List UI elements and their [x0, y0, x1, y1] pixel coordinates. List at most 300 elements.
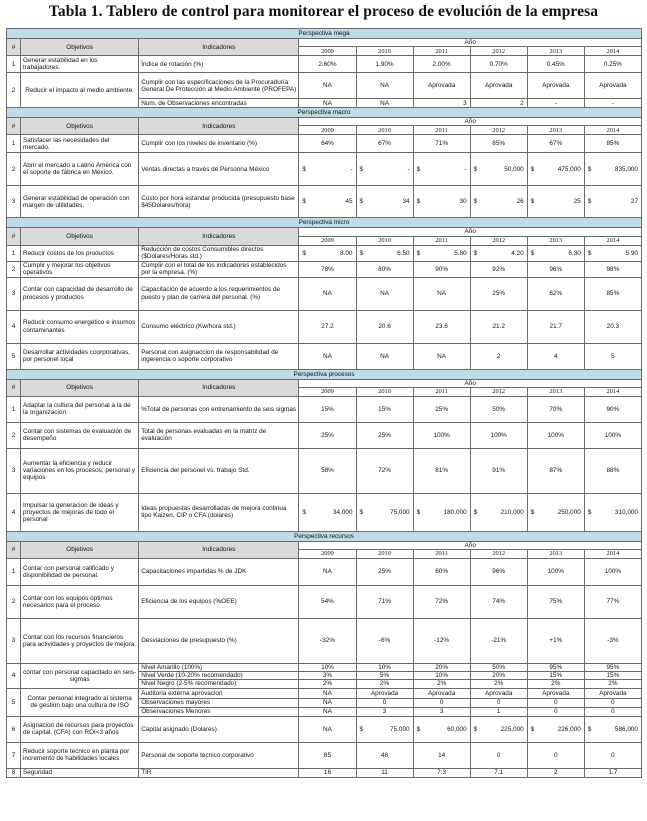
- year-2010: 2010: [356, 387, 413, 396]
- value-cell: 96%: [470, 559, 527, 586]
- value-amount: -: [464, 165, 467, 173]
- header-number: #: [7, 118, 21, 135]
- value-cell: 1.7: [584, 768, 641, 777]
- currency-symbol: $: [587, 165, 592, 173]
- indicator-cell: Cumplir con el total de los indicadores establecidos por la empresa. (%): [139, 261, 299, 277]
- section-title: Perspectiva recursos: [7, 531, 642, 541]
- table-row: [7, 73, 642, 99]
- section-header-row: [7, 531, 642, 541]
- table-row: [7, 153, 642, 186]
- value-cell: 100%: [584, 422, 641, 448]
- section-header-row: [7, 29, 642, 39]
- value-cell: Aprovada: [413, 688, 470, 698]
- value-cell: 92%: [470, 261, 527, 277]
- control-dashboard-table: [6, 28, 642, 816]
- value-cell: 15%: [299, 396, 356, 422]
- value-cell: Aprovada: [470, 688, 527, 698]
- value-amount: 45: [345, 198, 353, 206]
- value-cell: 58%: [299, 448, 356, 493]
- year-2010: 2010: [356, 126, 413, 135]
- currency-symbol: $: [473, 165, 478, 173]
- header-objetivos: Objetivos: [21, 228, 139, 245]
- value-cell: [527, 186, 584, 218]
- value-cell: 54%: [299, 586, 356, 619]
- year-2010: 2010: [356, 550, 413, 559]
- value-cell: NA: [299, 688, 356, 698]
- value-cell: 0.45%: [527, 56, 584, 73]
- indicator-cell: Capacitación de acuerdo a los requerimientos de puesto y plan de carrera del personal. (%): [139, 277, 299, 310]
- indicator-cell: Personal de soporte técnico corporativo: [139, 742, 299, 768]
- value-cell: [470, 186, 527, 218]
- value-cell: Aprovada: [356, 688, 413, 698]
- objective-cell: Cumplir y mejorar los objetivos operativos: [21, 261, 139, 277]
- value-cell: -12%: [413, 619, 470, 664]
- value-cell: 7.3: [413, 768, 470, 777]
- year-2011: 2011: [413, 47, 470, 56]
- row-number: 6: [7, 716, 21, 742]
- value-amount: 310,000: [614, 508, 638, 516]
- row-number: 7: [7, 742, 21, 768]
- value-cell: -: [527, 99, 584, 108]
- value-cell: 15%: [527, 672, 584, 680]
- row-number: 1: [7, 396, 21, 422]
- year-2013: 2013: [527, 387, 584, 396]
- column-header-row: [7, 39, 642, 47]
- value-amount: 586,000: [614, 725, 638, 733]
- row-number: 5: [7, 688, 21, 716]
- header-objetivos: Objetivos: [21, 541, 139, 558]
- objective-cell: Contar con sistemas de evaluación de desempeño: [21, 422, 139, 448]
- objective-cell: Contar con personal calificado y disponibilidad de personal.: [21, 559, 139, 586]
- header-number: #: [7, 379, 21, 396]
- value-cell: Aprovada: [470, 73, 527, 99]
- currency-symbol: $: [359, 508, 364, 516]
- value-cell: 87%: [527, 448, 584, 493]
- row-number: 3: [7, 448, 21, 493]
- value-cell: 2: [470, 343, 527, 369]
- value-cell: 50%: [470, 664, 527, 672]
- value-cell: 85%: [470, 135, 527, 153]
- value-amount: 75,000: [390, 508, 410, 516]
- value-cell: [584, 186, 641, 218]
- value-cell: 75%: [527, 586, 584, 619]
- value-cell: 2%: [413, 680, 470, 688]
- value-cell: NA: [356, 73, 413, 99]
- value-cell: 95%: [584, 664, 641, 672]
- value-cell: [584, 716, 641, 742]
- indicator-cell: Reducción de costos Consumibles directos ($Dolares/Horas std.): [139, 245, 299, 261]
- value-cell: 96%: [527, 261, 584, 277]
- section-title: Perspectiva mega: [7, 29, 642, 39]
- currency-symbol: $: [530, 165, 535, 173]
- value-cell: 78%: [299, 261, 356, 277]
- value-cell: 85%: [584, 135, 641, 153]
- indicator-cell: Observaciones mayores: [139, 698, 299, 707]
- value-amount: 225,000: [500, 725, 524, 733]
- value-amount: -: [350, 165, 353, 173]
- value-cell: NA: [356, 343, 413, 369]
- currency-symbol: $: [473, 725, 478, 733]
- value-cell: 2%: [584, 680, 641, 688]
- value-cell: [584, 245, 641, 261]
- value-cell: 2%: [527, 680, 584, 688]
- value-amount: 226,000: [557, 725, 581, 733]
- value-amount: 5.90: [625, 249, 638, 257]
- year-2011: 2011: [413, 387, 470, 396]
- value-cell: 25%: [356, 422, 413, 448]
- column-header-row: [7, 228, 642, 236]
- header-indicadores: Indicadores: [139, 39, 299, 56]
- value-cell: 74%: [470, 586, 527, 619]
- year-2013: 2013: [527, 550, 584, 559]
- section-title: Perspectiva micro: [7, 218, 642, 228]
- value-cell: -32%: [299, 619, 356, 664]
- value-cell: 3: [356, 707, 413, 716]
- currency-symbol: $: [416, 198, 421, 206]
- value-cell: 25%: [470, 277, 527, 310]
- year-2012: 2012: [470, 550, 527, 559]
- value-cell: NA: [299, 716, 356, 742]
- value-cell: 5%: [356, 672, 413, 680]
- value-cell: [470, 716, 527, 742]
- value-amount: 6.30: [568, 249, 581, 257]
- indicator-cell: Eficiencia de los equipos (%OEE): [139, 586, 299, 619]
- value-cell: [413, 186, 470, 218]
- value-cell: NA: [413, 343, 470, 369]
- value-cell: 27.2: [299, 310, 356, 343]
- objective-cell: Generar estabilidad en los trabajadores.: [21, 56, 139, 73]
- value-cell: 48: [356, 742, 413, 768]
- value-cell: 15%: [356, 396, 413, 422]
- table-row: [7, 742, 642, 768]
- value-cell: NA: [299, 559, 356, 586]
- value-amount: 30: [459, 198, 467, 206]
- value-cell: 2.00%: [413, 56, 470, 73]
- table-row: [7, 619, 642, 664]
- year-2011: 2011: [413, 550, 470, 559]
- row-number: 2: [7, 153, 21, 186]
- objective-cell: Impulsar la generacion de ideas y proyectos de mejoras de todo el personal: [21, 493, 139, 531]
- year-2014: 2014: [584, 126, 641, 135]
- table-row: [7, 688, 642, 698]
- value-cell: 0: [584, 707, 641, 716]
- indicator-cell: TIR: [139, 768, 299, 777]
- page-title: Tabla 1. Tablero de control para monitorear el proceso de evolución de la empresa: [48, 3, 599, 20]
- year-2009: 2009: [299, 387, 356, 396]
- value-amount: 26: [516, 198, 524, 206]
- year-2011: 2011: [413, 236, 470, 245]
- value-cell: NA: [299, 73, 356, 99]
- currency-symbol: $: [416, 508, 421, 516]
- indicator-cell: Nivel Verde (10-20% recomendado): [139, 672, 299, 680]
- objective-cell: Generar estabilidad de operación con margen de utilidades.: [21, 186, 139, 218]
- section-header-row: [7, 369, 642, 379]
- value-cell: 85%: [584, 277, 641, 310]
- value-amount: 3: [463, 99, 467, 107]
- currency-symbol: $: [359, 165, 364, 173]
- value-cell: 0: [356, 698, 413, 707]
- row-number: 2: [7, 261, 21, 277]
- section-header-row: [7, 108, 642, 118]
- value-cell: 0: [584, 742, 641, 768]
- value-cell: [527, 245, 584, 261]
- table-row: [7, 245, 642, 261]
- year-2012: 2012: [470, 47, 527, 56]
- table-row: [7, 310, 642, 343]
- value-cell: -6%: [356, 619, 413, 664]
- value-cell: 10%: [356, 664, 413, 672]
- objective-cell: Contar con los equipos óptimos necesarios para el proceso.: [21, 586, 139, 619]
- currency-symbol: $: [473, 198, 478, 206]
- value-amount: 5.80: [454, 249, 467, 257]
- table-row: [7, 343, 642, 369]
- value-cell: NA: [299, 99, 356, 108]
- value-amount: 210,000: [500, 508, 524, 516]
- value-cell: [470, 99, 527, 108]
- value-cell: 72%: [356, 448, 413, 493]
- value-cell: 98%: [584, 261, 641, 277]
- indicator-cell: Nivel Amarillo (100%): [139, 664, 299, 672]
- row-number: 1: [7, 559, 21, 586]
- value-cell: 20.6: [356, 310, 413, 343]
- currency-symbol: $: [587, 725, 592, 733]
- indicator-cell: Índice de rotación (%): [139, 56, 299, 73]
- value-cell: [527, 153, 584, 186]
- objective-cell: contar con personal capacitado en seis-sigmas: [21, 664, 139, 689]
- value-amount: 475,000: [557, 165, 581, 173]
- value-cell: [299, 245, 356, 261]
- value-cell: [356, 153, 413, 186]
- value-cell: 21.7: [527, 310, 584, 343]
- value-cell: 90%: [413, 261, 470, 277]
- value-cell: 23.6: [413, 310, 470, 343]
- currency-symbol: $: [302, 508, 306, 516]
- objective-cell: Desarrollar actividades coorporativas, por personel local: [21, 343, 139, 369]
- value-cell: 0.25%: [584, 56, 641, 73]
- value-cell: NA: [299, 277, 356, 310]
- value-cell: 5: [584, 343, 641, 369]
- header-anio: Año: [299, 228, 642, 236]
- indicator-cell: Eficiencia del personel vs. trabajo Std.: [139, 448, 299, 493]
- value-cell: 10%: [299, 664, 356, 672]
- objective-cell: Asignacion de recursos para proyectos de capital, (CFA) con ROI<3 años: [21, 716, 139, 742]
- column-header-row: [7, 541, 642, 549]
- value-cell: 80%: [356, 261, 413, 277]
- objective-cell: Aumentar la eficiencia y reducir variaciones en los procesos, personal y equipos: [21, 448, 139, 493]
- section-header-row: [7, 218, 642, 228]
- value-cell: 4: [527, 343, 584, 369]
- value-cell: [527, 493, 584, 531]
- objective-cell: Abrir el mercado a Latino América con el soporte de fábrica en México.: [21, 153, 139, 186]
- value-cell: 20%: [413, 664, 470, 672]
- row-number: 5: [7, 343, 21, 369]
- row-number: 4: [7, 664, 21, 689]
- row-number: 1: [7, 56, 21, 73]
- header-objetivos: Objetivos: [21, 118, 139, 135]
- value-amount: 6.50: [397, 249, 410, 257]
- value-amount: 4.20: [511, 249, 524, 257]
- value-cell: [470, 493, 527, 531]
- currency-symbol: $: [416, 165, 421, 173]
- value-amount: 180,000: [443, 508, 467, 516]
- objective-cell: Contar con los recursos financieros para actividades y proyectos de mejora.: [21, 619, 139, 664]
- value-cell: 20%: [470, 672, 527, 680]
- value-cell: 1.90%: [356, 56, 413, 73]
- value-cell: 88%: [584, 448, 641, 493]
- value-cell: 2: [527, 768, 584, 777]
- value-cell: 3: [413, 707, 470, 716]
- table-row: [7, 135, 642, 153]
- dashboard-grid: [6, 28, 642, 778]
- value-cell: 85: [299, 742, 356, 768]
- year-2009: 2009: [299, 126, 356, 135]
- currency-symbol: $: [587, 249, 592, 257]
- value-cell: 3%: [299, 672, 356, 680]
- value-cell: 10%: [413, 672, 470, 680]
- value-cell: 77%: [584, 586, 641, 619]
- objective-cell: Reducir consumo energético e insumos contaminantes: [21, 310, 139, 343]
- section-title: Perspectiva procesos: [7, 369, 642, 379]
- value-cell: NA: [413, 277, 470, 310]
- year-2012: 2012: [470, 126, 527, 135]
- value-amount: 8.00: [340, 249, 353, 257]
- objective-cell: Adaptar la cultura del personal a la de la organización: [21, 396, 139, 422]
- value-amount: 835,000: [614, 165, 638, 173]
- value-cell: [356, 716, 413, 742]
- header-objetivos: Objetivos: [21, 39, 139, 56]
- value-cell: [584, 493, 641, 531]
- currency-symbol: $: [530, 198, 535, 206]
- column-header-row: [7, 379, 642, 387]
- value-cell: 100%: [413, 422, 470, 448]
- indicator-cell: Costo por hora estandar producida (presupuesto base $45Dolares/hora): [139, 186, 299, 218]
- header-anio: Año: [299, 541, 642, 549]
- currency-symbol: $: [530, 508, 535, 516]
- objective-cell: Reducir costos de los productos: [21, 245, 139, 261]
- table-row: [7, 261, 642, 277]
- value-cell: +1%: [527, 619, 584, 664]
- header-indicadores: Indicadores: [139, 379, 299, 396]
- value-cell: 100%: [527, 559, 584, 586]
- value-amount: 25: [573, 198, 581, 206]
- table-row: [7, 664, 642, 672]
- value-cell: 0: [527, 742, 584, 768]
- value-cell: [413, 245, 470, 261]
- indicator-cell: Observaciones Menores: [139, 707, 299, 716]
- value-cell: 14: [413, 742, 470, 768]
- value-cell: 7.1: [470, 768, 527, 777]
- objective-cell: Reducir soporte tecnico en planta por incremento de habilidades locales: [21, 742, 139, 768]
- row-number: 8: [7, 768, 21, 777]
- indicator-cell: Capital asignado (Dolares): [139, 716, 299, 742]
- year-2014: 2014: [584, 236, 641, 245]
- currency-symbol: $: [416, 725, 421, 733]
- value-cell: NA: [356, 277, 413, 310]
- value-cell: [299, 186, 356, 218]
- value-cell: [356, 245, 413, 261]
- indicator-cell: Total de personas evaluadas en la matriz de evaluación: [139, 422, 299, 448]
- value-cell: 100%: [470, 422, 527, 448]
- table-row: [7, 396, 642, 422]
- year-2009: 2009: [299, 47, 356, 56]
- objective-cell: Contar personal integrado al sistema de gestion bajo una cultura de ISO: [21, 688, 139, 716]
- year-2011: 2011: [413, 126, 470, 135]
- row-number: 3: [7, 277, 21, 310]
- objective-cell: Reducir el impacto al medio ambiente.: [21, 73, 139, 108]
- year-2013: 2013: [527, 236, 584, 245]
- value-cell: 60%: [413, 559, 470, 586]
- value-amount: 250,000: [557, 508, 581, 516]
- table-row: [7, 422, 642, 448]
- value-cell: 0: [470, 742, 527, 768]
- year-2012: 2012: [470, 236, 527, 245]
- currency-symbol: $: [587, 198, 592, 206]
- header-anio: Año: [299, 39, 642, 47]
- table-row: [7, 716, 642, 742]
- column-header-row: [7, 118, 642, 126]
- objective-cell: Seguridad: [21, 768, 139, 777]
- dashboard-body: [7, 29, 642, 778]
- year-2014: 2014: [584, 550, 641, 559]
- header-anio: Año: [299, 379, 642, 387]
- value-cell: NA: [356, 99, 413, 108]
- value-cell: 16: [299, 768, 356, 777]
- table-row: [7, 493, 642, 531]
- value-cell: 90%: [584, 396, 641, 422]
- value-cell: 1: [470, 707, 527, 716]
- year-2009: 2009: [299, 236, 356, 245]
- year-2014: 2014: [584, 387, 641, 396]
- value-cell: [413, 493, 470, 531]
- value-cell: Aprovada: [527, 73, 584, 99]
- header-number: #: [7, 228, 21, 245]
- value-cell: Aprovada: [584, 688, 641, 698]
- indicator-cell: Personal con asignaccion de responsabilidad de ingerencia o soporte corporativo: [139, 343, 299, 369]
- header-objetivos: Objetivos: [21, 379, 139, 396]
- value-cell: 0.70%: [470, 56, 527, 73]
- value-cell: Aprovada: [527, 688, 584, 698]
- value-cell: [470, 245, 527, 261]
- value-amount: 50,000: [504, 165, 524, 173]
- header-number: #: [7, 541, 21, 558]
- indicator-cell: Desviaciones de presupuesto (%): [139, 619, 299, 664]
- objective-cell: Satisfacer las necesidades del mercado.: [21, 135, 139, 153]
- objective-cell: Contar con capacidad de desarrollo de procesos y productos: [21, 277, 139, 310]
- currency-symbol: $: [530, 249, 535, 257]
- value-amount: 34: [402, 198, 410, 206]
- value-cell: [299, 493, 356, 531]
- value-cell: 81%: [413, 448, 470, 493]
- row-number: 3: [7, 186, 21, 218]
- value-cell: [584, 153, 641, 186]
- table-row: [7, 768, 642, 777]
- row-number: 4: [7, 310, 21, 343]
- indicator-cell: %Total de personas con entrenamiento de seis sigmas: [139, 396, 299, 422]
- value-cell: NA: [299, 343, 356, 369]
- year-2013: 2013: [527, 126, 584, 135]
- value-cell: -21%: [470, 619, 527, 664]
- indicator-cell: Ideas propuestas desarrolladas de mejora continua tipo Kaizen, CIP o CFA (dolares): [139, 493, 299, 531]
- currency-symbol: $: [587, 508, 592, 516]
- value-cell: 21.2: [470, 310, 527, 343]
- value-cell: 72%: [413, 586, 470, 619]
- value-cell: 71%: [356, 586, 413, 619]
- value-cell: 2%: [299, 680, 356, 688]
- value-cell: -3%: [584, 619, 641, 664]
- value-cell: 67%: [527, 135, 584, 153]
- indicator-cell: Consumo eléctrico (Kw/hora std.): [139, 310, 299, 343]
- value-cell: 25%: [299, 422, 356, 448]
